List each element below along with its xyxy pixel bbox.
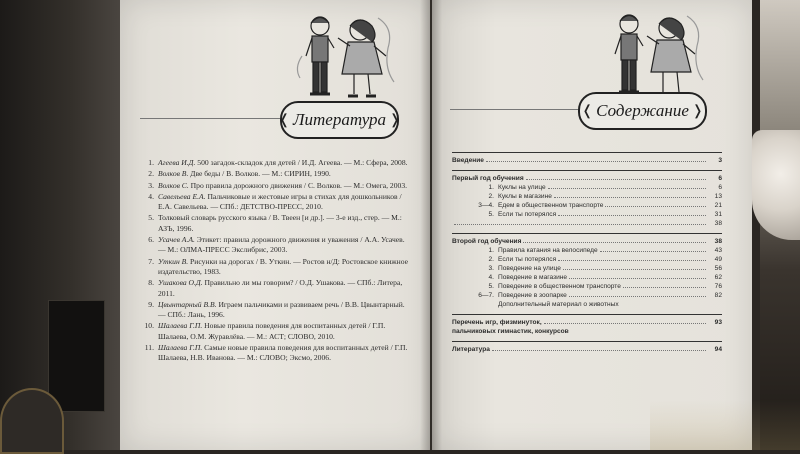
leader-dots: [600, 251, 706, 252]
toc-label: 5. Поведение в общественном транспорте: [452, 283, 621, 290]
toc-page-number: 94: [714, 346, 722, 353]
leader-dots: [548, 188, 706, 189]
item-text: Ушакова О.Д. Правильно ли мы говорим? / О.Д. Ушакова. — СПб.: Литера, 2011.: [158, 278, 403, 298]
bibliography-item: [138, 192, 410, 213]
item-text: Савельева Е.А. Пальчиковые и жестовые игры в стихах для дошкольников / Е.А. Савельева. — СПб.: ДЕТСТВО-ПРЕСС, 2010.: [158, 191, 402, 212]
leader-dots: [569, 296, 706, 297]
heading-banner: [578, 92, 707, 130]
children-illustration: [290, 8, 400, 108]
item-author: Цвынтарный В.В.: [158, 299, 217, 309]
item-number: 1.: [148, 158, 154, 167]
toc-entry: [452, 200, 722, 209]
heading-rule: [450, 109, 578, 110]
toc-entry: [452, 209, 722, 218]
toc-label: 3. Поведение на улице: [452, 265, 561, 272]
toc-entry: [452, 152, 722, 164]
book-gutter: [420, 0, 442, 450]
leader-dots: [554, 197, 706, 198]
toc-entry: [452, 170, 722, 182]
ornament-icon: ❭: [389, 112, 401, 128]
toc-entry: [452, 314, 722, 326]
toc-label: Перечень игр, физминуток,: [452, 319, 542, 326]
leader-dots: [558, 215, 706, 216]
heading-rule: [140, 118, 280, 119]
item-text: Волков С. Про правила дорожного движения / С. Волков. — М.: Омега, 2003.: [158, 180, 408, 190]
heading-banner: [280, 101, 399, 139]
children-illustration: [600, 6, 712, 106]
toc-label: 1. Правила катания на велосипеде: [452, 247, 598, 254]
toc-entry: [452, 233, 722, 245]
toc-page-number: 21: [714, 202, 722, 209]
item-author: Шалаева Г.П.: [158, 321, 203, 331]
toc-number: 2.: [488, 256, 494, 263]
leader-dots: [623, 287, 706, 288]
item-author: Ушакова О.Д.: [158, 278, 203, 288]
background-object: [0, 388, 64, 454]
ornament-icon: ❬: [581, 103, 594, 119]
toc-page-number: 38: [714, 220, 722, 227]
leader-dots: [569, 278, 706, 279]
bibliography-item: [138, 158, 410, 168]
toc-entry: [452, 263, 722, 272]
leader-dots: [492, 350, 706, 351]
item-number: 4.: [148, 191, 154, 201]
toc-page-number: 6: [718, 175, 722, 182]
toc-page-number: 3: [718, 157, 722, 164]
light-reflection: [650, 400, 800, 450]
toc-page-number: 62: [714, 274, 722, 281]
bibliography-item: [138, 257, 410, 278]
toc-page-number: 31: [714, 211, 722, 218]
item-text: Усачев А.А. Этикет: правила дорожного движения и уважения / А.А. Усачев. — М.: ОЛМА-ПРЕСС Экслибрис, 2003.: [158, 235, 405, 255]
leader-dots: [558, 260, 706, 261]
toc-number: 3.: [488, 265, 494, 272]
item-number: 5.: [148, 213, 154, 223]
item-text: Шалаева Г.П. Самые новые правила поведения для воспитанных детей / Г.П. Шалаева, Н.В. Иванова. — М.: СЛОВО; Эксмо, 2006.: [158, 343, 408, 363]
toc-page-number: 93: [714, 319, 722, 326]
toc-entry: [452, 341, 722, 353]
toc-entry: [452, 290, 722, 299]
item-number: 11.: [144, 343, 154, 353]
toc-page-number: 38: [714, 238, 722, 245]
toc-label: Дополнительный материал о животных: [498, 301, 619, 308]
leader-dots: [563, 269, 706, 270]
item-author: Усачев А.А.: [158, 235, 195, 245]
item-text: Цвынтарный В.В. Играем пальчиками и развиваем речь / В.В. Цвынтарный. — СПб.: Лань, 1996.: [158, 299, 405, 320]
item-text: Толковый словарь русского языка / В. Твеен [и др.]. — 3-е изд., стер. — М.: АЗЪ, 1996.: [158, 213, 402, 233]
toc-entry: [452, 182, 722, 191]
toc-label: 4. Поведение в магазине: [452, 274, 567, 281]
toc-label: пальчиковых гимнастик, конкурсов: [452, 328, 569, 335]
leader-dots: [486, 161, 706, 162]
leader-dots: [454, 224, 706, 225]
toc-number: 4.: [488, 274, 494, 281]
toc-entry: [452, 218, 722, 227]
item-author: Агеева И.Д.: [158, 158, 196, 167]
toc-number: 2.: [488, 193, 494, 200]
toc-page-number: 82: [714, 292, 722, 299]
toc-number: 3—4.: [478, 202, 494, 209]
background-object: [48, 300, 105, 412]
toc-label: Введение: [452, 157, 484, 164]
bibliography-list: [138, 158, 410, 365]
item-author: Шалаева Г.П.: [158, 343, 203, 353]
leader-dots: [523, 242, 706, 243]
bibliography-item: [138, 278, 410, 299]
toc-entry: [452, 272, 722, 281]
item-author: Уткин В.: [158, 256, 189, 266]
bibliography-item: [138, 181, 410, 191]
item-text: Волков В. Две беды / В. Волков. — М.: СИРИН, 1990.: [158, 169, 331, 179]
item-number: 10.: [144, 321, 154, 331]
toc-entry: [452, 245, 722, 254]
toc-page-number: 6: [718, 184, 722, 191]
toc-number: 1.: [488, 247, 494, 254]
toc-label: Литература: [452, 346, 490, 353]
toc-entry: [452, 281, 722, 290]
coffee-cup: [752, 130, 800, 240]
item-number: 6.: [148, 235, 154, 245]
toc-page-number: 76: [714, 283, 722, 290]
toc-label: 6—7. Поведение в зоопарке: [452, 292, 567, 299]
toc-label: Второй год обучения: [452, 238, 522, 245]
toc-label: 1. Куклы на улице: [452, 184, 546, 191]
leader-dots: [605, 206, 706, 207]
toc-entry: [452, 299, 722, 308]
item-number: 2.: [148, 169, 154, 179]
toc-entry: [452, 191, 722, 200]
item-number: 3.: [148, 180, 154, 190]
toc-label: 3—4. Едем в общественном транспорте: [452, 202, 603, 209]
toc-label: 5. Если ты потерялся: [452, 211, 556, 218]
item-author: Савельева Е.А.: [158, 191, 206, 201]
bibliography-item: [138, 300, 410, 321]
bibliography-item: [138, 169, 410, 179]
bibliography-item: [138, 213, 410, 234]
toc-page-number: 43: [714, 247, 722, 254]
toc-entry: [452, 326, 722, 335]
toc-page-number: 13: [714, 193, 722, 200]
item-text: Агеева И.Д. 500 загадок-складок для детей / И.Д. Агеева. — М.: Сфера, 2008.: [158, 158, 408, 167]
toc-page-number: 49: [714, 256, 722, 263]
bibliography-item: [138, 321, 410, 342]
item-author: Волков В.: [158, 169, 189, 179]
bibliography-item: [138, 343, 410, 364]
leader-dots: [544, 323, 706, 324]
item-number: 9.: [148, 299, 154, 309]
item-text: Шалаева Г.П. Новые правила поведения для воспитанных детей / Г.П. Шалаева, О.М. Журавлёва. — М.: АСТ; СЛОВО, 2010.: [158, 321, 386, 341]
toc-label: 2. Если ты потерялся: [452, 256, 556, 263]
table-of-contents: [452, 146, 722, 353]
page-title: Литература: [293, 110, 387, 129]
toc-number: 1.: [488, 184, 494, 191]
ornament-icon: ❬: [278, 112, 290, 128]
toc-number: 5.: [488, 283, 494, 290]
toc-number: 5.: [488, 211, 494, 218]
item-number: 8.: [148, 278, 154, 288]
toc-page-number: 56: [714, 265, 722, 272]
ornament-icon: ❭: [691, 103, 704, 119]
item-number: 7.: [148, 256, 154, 266]
page-title: Содержание: [596, 101, 689, 120]
bibliography-item: [138, 235, 410, 256]
toc-label: 2. Куклы в магазине: [452, 193, 552, 200]
toc-label: Первый год обучения: [452, 175, 524, 182]
leader-dots: [526, 179, 706, 180]
item-author: Волков С.: [158, 180, 189, 190]
item-text: Уткин В. Рисунки на дорогах / В. Уткин. — Ростов н/Д: Ростовское книжное издательство, 1983.: [158, 256, 408, 276]
toc-number: 6—7.: [478, 292, 494, 299]
toc-entry: [452, 254, 722, 263]
